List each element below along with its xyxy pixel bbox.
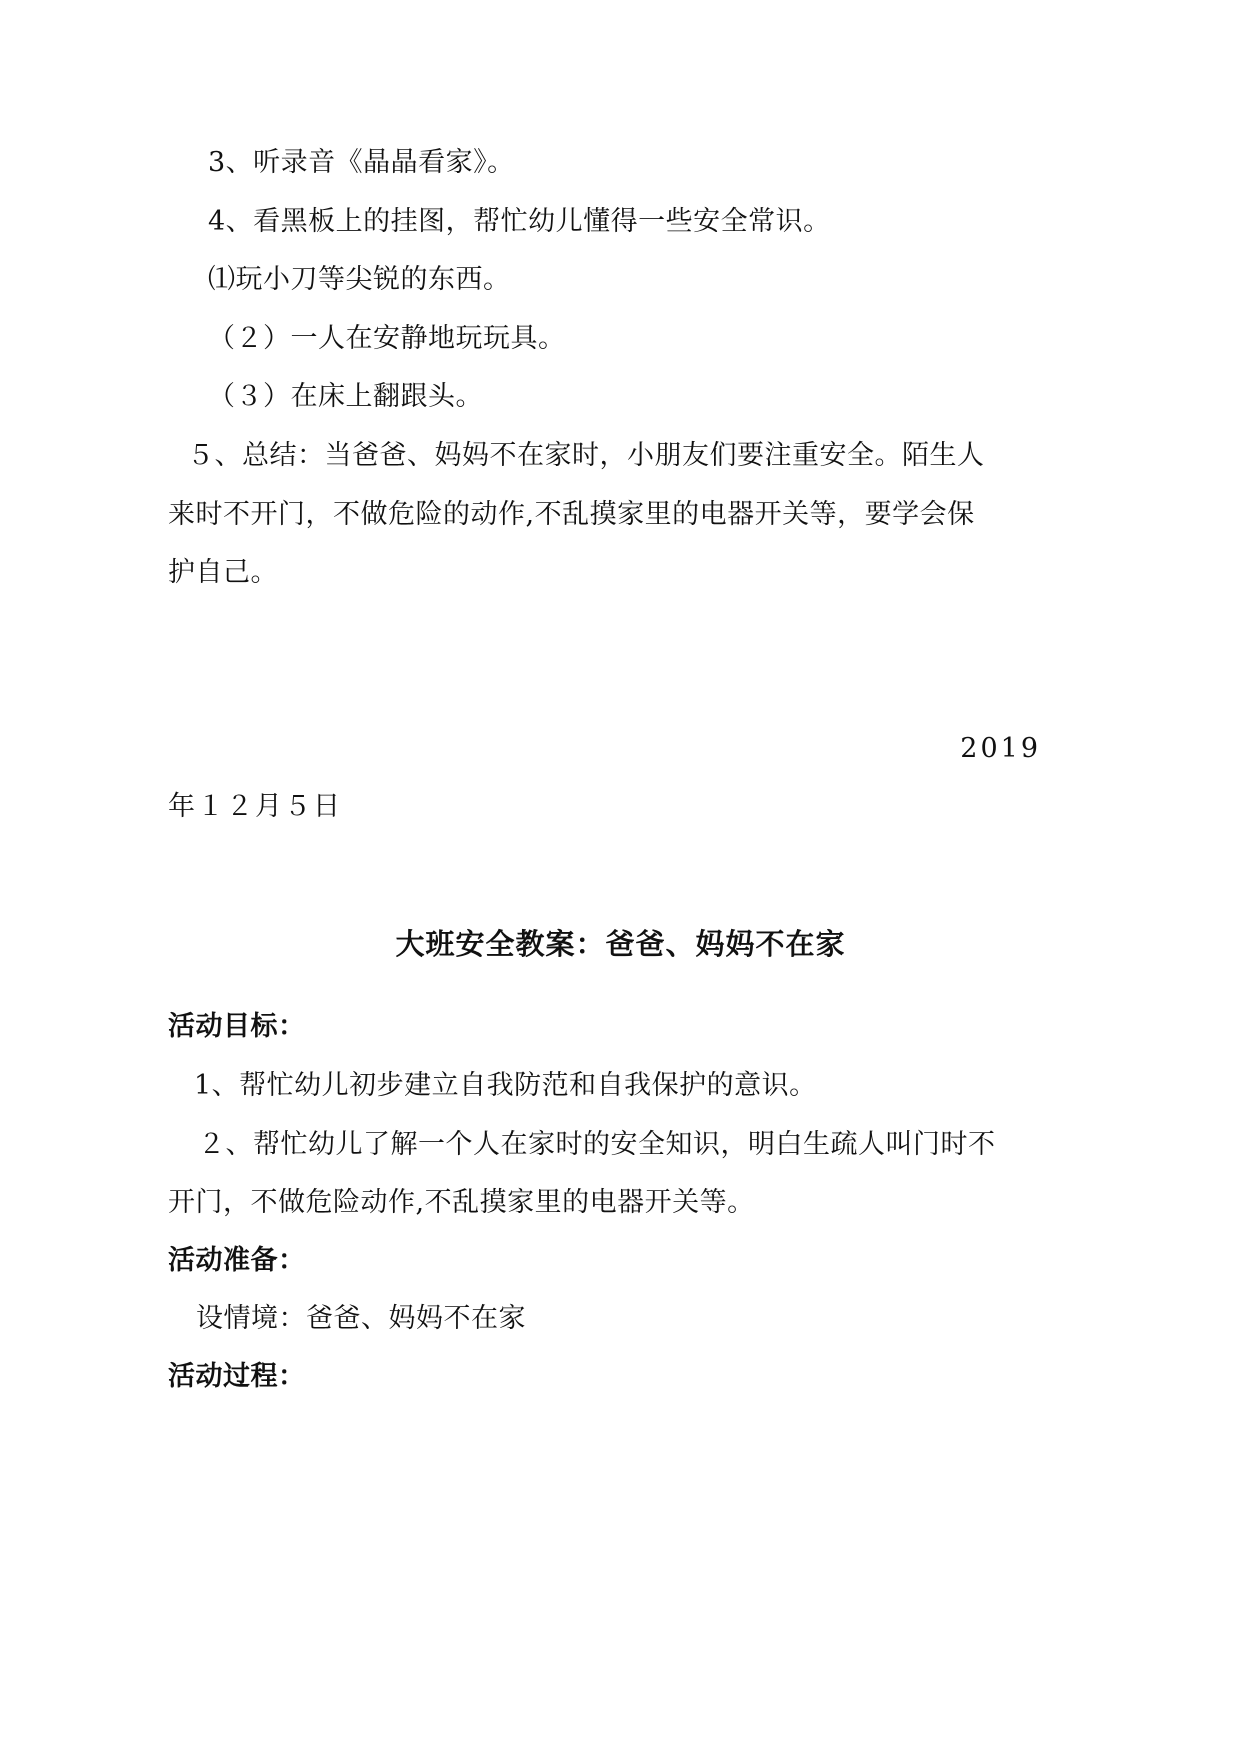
process-heading: 活动过程： bbox=[168, 1361, 306, 1392]
sub-item-1-text: ⑴玩小刀等尖锐的东西。 bbox=[208, 264, 511, 295]
date-rest: 年１２月５日 bbox=[168, 791, 342, 822]
summary-line-1: ５、总结：当爸爸、妈妈不在家时，小朋友们要注重安全。陌生人 bbox=[187, 440, 985, 471]
sub-item-2-text: （２）一人在安静地玩玩具。 bbox=[208, 323, 566, 354]
step-4-text: 4、看黑板上的挂图，帮忙幼儿懂得一些安全常识。 bbox=[208, 206, 831, 237]
summary-line-3: 护自己。 bbox=[168, 557, 278, 588]
goal-2-line-2: 开门，不做危险动作,不乱摸家里的电器开关等。 bbox=[168, 1187, 755, 1218]
summary-line-2: 来时不开门，不做危险的动作,不乱摸家里的电器开关等，要学会保 bbox=[168, 499, 975, 530]
date-year: 2019 bbox=[960, 733, 1041, 764]
prep-text: 设情境：爸爸、妈妈不在家 bbox=[196, 1303, 526, 1334]
goal-1-text: 1、帮忙幼儿初步建立自我防范和自我保护的意识。 bbox=[194, 1070, 817, 1101]
goals-heading: 活动目标： bbox=[168, 1011, 306, 1042]
lesson-title: 大班安全教案：爸爸、妈妈不在家 bbox=[395, 927, 846, 961]
prep-heading: 活动准备： bbox=[168, 1245, 306, 1276]
step-3-text: 3、听录音《晶晶看家》。 bbox=[208, 147, 515, 178]
sub-item-3-text: （３）在床上翻跟头。 bbox=[208, 381, 483, 412]
goal-2-line-1: ２、帮忙幼儿了解一个人在家时的安全知识，明白生疏人叫门时不 bbox=[198, 1129, 996, 1160]
